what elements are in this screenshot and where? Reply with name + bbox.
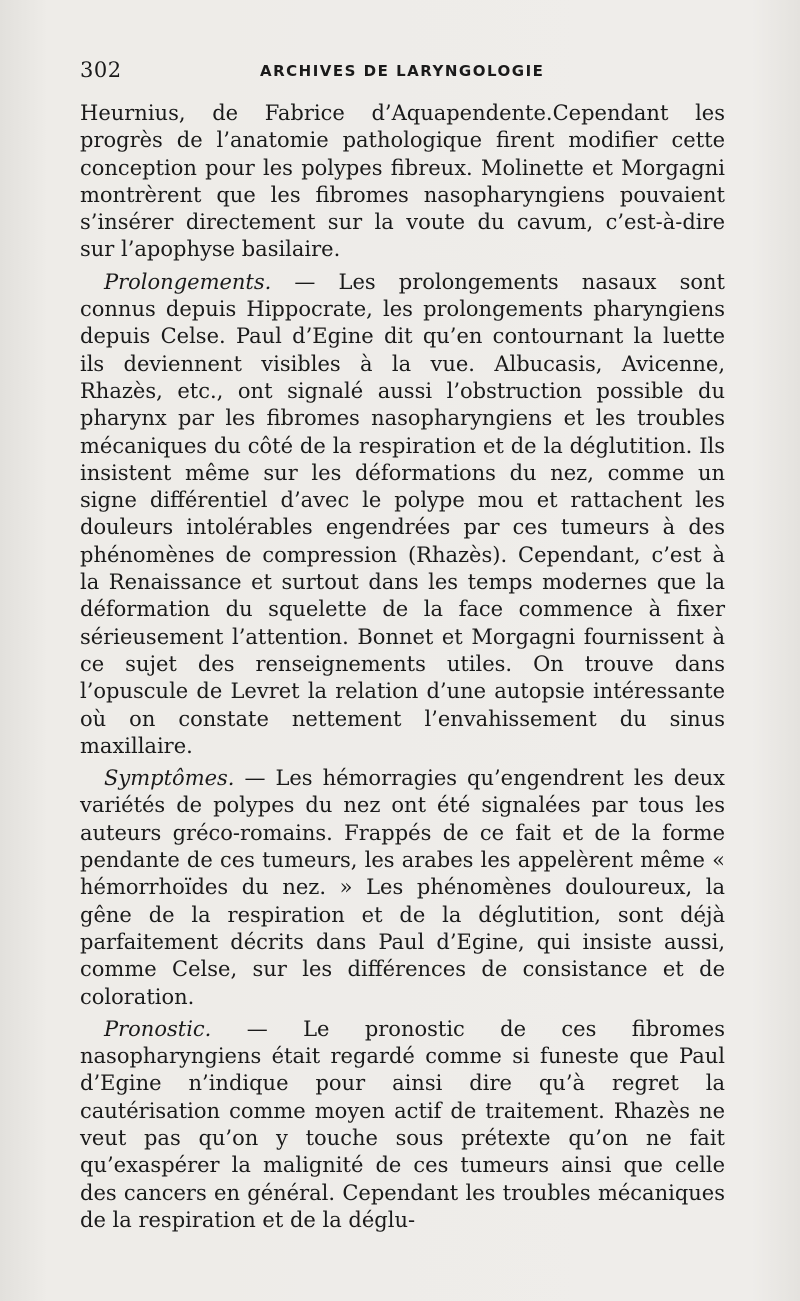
paragraph-text: — Les prolongements nasaux sont connus depuis Hippocrate, les prolongements pharyngiens depuis Celse. Paul d’Egine dit qu’en contournant la luette ils deviennent visibles à la vue. Albucasis, Avicenne, Rhazès, etc., ont signalé aussi l’obstruction possible du pharynx par les fibromes nasopharyngiens et les troubles mécaniques du côté de la respiration et de la déglutition. Ils insistent même sur les déformations du nez, comme un signe différentiel d’avec le polype mou et rattachent les douleurs intolérables engendrées par ces tumeurs à des phénomènes de compression (Rhazès). Cependant, c’est à la Renaissance et surtout dans les temps modernes que la déformation du squelette de la face commence à fixer sérieusement l’attention. Bonnet et Morgagni fournissent à ce sujet des renseignements utiles. On trouve dans l’opuscule de Levret la relation d’une autopsie intéressante où on constate nettement l’envahissement du sinus maxillaire.: [80, 269, 725, 758]
running-head: [80, 58, 725, 88]
paragraph-text: Heurnius, de Fabrice d’Aquapendente.Cependant les progrès de l’anatomie pathologique firent modifier cette conception pour les polypes fibreux. Molinette et Morgagni montrèrent que les fibromes nasopharyngiens pouvaient s’insérer directement sur la voute du cavum, c’est-à-dire sur l’apophyse basilaire.: [80, 101, 725, 262]
page-number: 302: [80, 58, 122, 82]
paragraph-pronostic: [80, 1016, 725, 1234]
paragraph-text: — Le pronostic de ces fibromes nasopharyngiens était regardé comme si funeste que Paul d’Egine n’indique pour ainsi dire qu’à regret la cautérisation comme moyen actif de traitement. Rhazès ne veut pas qu’on y touche sous prétexte qu’on ne fait qu’exaspérer la malignité de ces tumeurs ainsi que celle des cancers en général. Cependant les troubles mécaniques de la respiration et de la déglu-: [80, 1016, 725, 1232]
paragraph-text: — Les hémorragies qu’engendrent les deux variétés de polypes du nez ont été signalées par tous les auteurs gréco-romains. Frappés de ce fait et de la forme pendante de ces tumeurs, les arabes les appelèrent même « hémorrhoïdes du nez. » Les phénomènes douloureux, la gêne de la respiration et de la déglutition, sont déjà parfaitement décrits dans Paul d’Egine, qui insiste aussi, comme Celse, sur les différences de consistance et de coloration.: [80, 766, 725, 1009]
paragraph-prolongements: [80, 269, 725, 760]
paragraph-symptomes: [80, 765, 725, 1011]
body-text: [80, 100, 725, 1234]
paragraph-intro: [80, 100, 725, 264]
section-title-pronostic: Pronostic.: [104, 1016, 212, 1041]
section-title-prolongements: Prolongements.: [104, 269, 272, 294]
journal-title: ARCHIVES DE LARYNGOLOGIE: [260, 62, 545, 80]
section-title-symptomes: Symptômes.: [104, 766, 235, 791]
